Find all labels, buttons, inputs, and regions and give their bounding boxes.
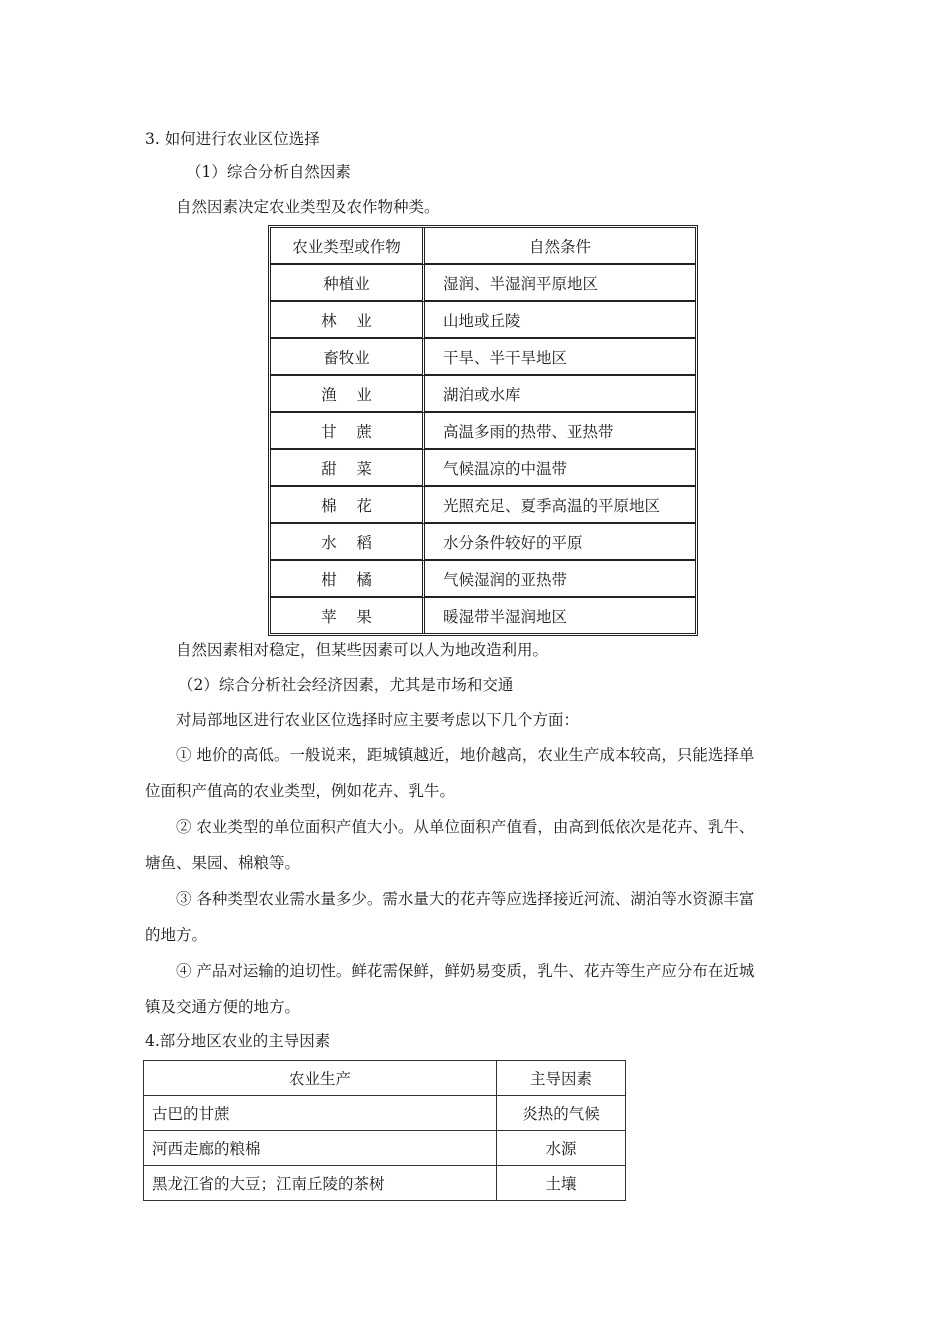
crop-type-cell: 林 业 [271,302,425,339]
crop-type-cell: 渔 业 [271,376,425,413]
point-3-line1: ③ 各种类型农业需水量多少。需水量大的花卉等应选择接近河流、湖泊等水资源丰富 [176,890,755,908]
production-cell: 黑龙江省的大豆；江南丘陵的茶树 [144,1166,497,1201]
table-header-cell: 主导因素 [497,1061,626,1096]
table-header-cell: 农业类型或作物 [271,228,425,265]
factor-cell: 土壤 [497,1166,626,1201]
table-row [271,413,695,450]
condition-cell: 山地或丘陵 [425,302,695,339]
table-header-cell: 自然条件 [425,228,695,265]
point-4-line2: 镇及交通方便的地方。 [145,998,301,1016]
point-2-line1: ② 农业类型的单位面积产值大小。从单位面积产值看，由高到低依次是花卉、乳牛、 [176,818,755,836]
condition-cell: 暖湿带半湿润地区 [443,607,568,626]
table-header-cell: 农业生产 [144,1061,497,1096]
point-1-line1: ① 地价的高低。一般说来，距城镇越近，地价越高，农业生产成本较高，只能选择单 [176,746,755,764]
table-row [144,1131,626,1166]
subsection2-title: （2）综合分析社会经济因素，尤其是市场和交通 [178,676,514,694]
condition-cell: 气候湿润的亚热带 [425,561,695,598]
table-row [271,450,695,487]
table-row [271,524,695,561]
condition-cell: 气候温凉的中温带 [425,450,695,487]
crop-type-cell: 种植业 [271,265,425,302]
table-row [271,487,695,524]
condition-cell: 湖泊或水库 [425,376,695,413]
table-row [271,561,695,598]
table-header-row [144,1061,626,1096]
crop-type-cell: 棉 花 [271,487,425,524]
production-cell: 河西走廊的粮棉 [144,1131,497,1166]
point-1-line2: 位面积产值高的农业类型，例如花卉、乳牛。 [145,782,456,800]
table-row [271,376,695,413]
condition-cell: 光照充足、夏季高温的平原地区 [425,487,695,524]
section4-title: 4.部分地区农业的主导因素 [145,1032,331,1050]
subsection1-title: （1）综合分析自然因素 [186,163,351,181]
table-row [144,1096,626,1131]
table-row [271,598,695,633]
production-cell: 古巴的甘蔗 [144,1096,497,1131]
section3-intro: 自然因素决定农业类型及农作物种类。 [176,198,440,216]
condition-cell: 高温多雨的热带、亚热带 [425,413,695,450]
after-table-text: 自然因素相对稳定，但某些因素可以人为地改造利用。 [176,641,549,659]
table-row [271,302,695,339]
table-row [271,339,695,376]
crop-type-cell: 甜 菜 [271,450,425,487]
condition-cell: 干旱、半干旱地区 [425,339,695,376]
crop-type-cell: 水 稻 [271,524,425,561]
factor-cell: 炎热的气候 [497,1096,626,1131]
crop-type-cell: 甘 蔗 [271,413,425,450]
point-4-line1: ④ 产品对运输的迫切性。鲜花需保鲜，鲜奶易变质，乳牛、花卉等生产应分布在近城 [176,962,755,980]
crop-type-cell: 柑 橘 [271,561,425,598]
natural-conditions-table [268,225,698,636]
crop-type-cell: 苹 果 [271,598,425,633]
condition-cell: 水分条件较好的平原 [425,524,695,561]
crop-type-cell: 畜牧业 [271,339,425,376]
subsection2-lead: 对局部地区进行农业区位选择时应主要考虑以下几个方面： [176,711,580,729]
factor-cell: 水源 [497,1131,626,1166]
section3-title: 3. 如何进行农业区位选择 [145,130,320,148]
point-2-line2: 塘鱼、果园、棉粮等。 [145,854,301,872]
dominant-factors-table [143,1060,626,1201]
table-header-row [271,228,695,265]
point-3-line2: 的地方。 [145,926,208,944]
condition-cell: 湿润、半湿润平原地区 [425,265,695,302]
table-row [271,265,695,302]
table-row [144,1166,626,1201]
